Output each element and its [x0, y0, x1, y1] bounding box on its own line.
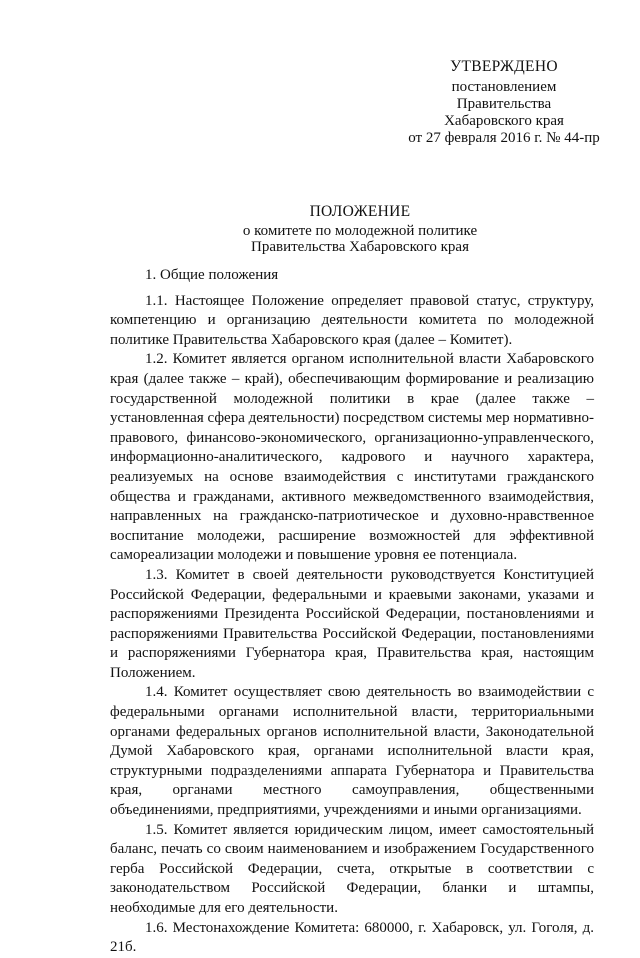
- paragraph: 1.4. Комитет осуществляет свою деятельность во взаимодействии с федеральными органами исполнительной власти, территориальными органами федеральных органов исполнительной власти, Законодательной Думой Хабаровского края, органами исполнительной власти края, структурными подразделениями аппарата Губернатора и Правительства края, органами местного самоуправления, общественными объединениями, предприятиями, учреждениями и иными организациями.: [110, 684, 594, 819]
- paragraph: 1.5. Комитет является юридическим лицом, имеет самостоятельный баланс, печать со своим наименованием и изображением Государственного герба Российской Федерации, счета, открытые в соответствии с законодательством Российской Федерации, бланки и штампы, необходимые для его деятельности.: [110, 821, 594, 916]
- paragraph: 1.2. Комитет является органом исполнительной власти Хабаровского края (далее также – край), обеспечивающим формирование и реализацию государственной молодежной политики в крае (далее также – установленная сфера деятельности) посредством системы мер нормативно-правового, финансово-экономического, организационно-управленческого, информационно-аналитического, кадрового и научного характера, реализуемых на основе взаимодействия с институтами гражданского общества и гражданами, активного межведомственного взаимодействия, направленных на гражданско-патриотическое и духовно-нравственное воспитание молодежи, расширение возможностей для эффективной самореализации молодежи и повышение уровня ее потенциала.: [110, 351, 594, 564]
- section-heading: 1. Общие положения: [145, 267, 279, 283]
- paragraph: 1.6. Местонахождение Комитета: 680000, г. Хабаровск, ул. Гоголя, д. 21б.: [110, 919, 594, 956]
- paragraph: 1.3. Комитет в своей деятельности руководствуется Конституцией Российской Федерации, федеральными и краевыми законами, указами и распоряжениями Президента Российской Федерации, постановлениями и распоряжениями Правительства Российской Федерации, постановлениями и распоряжениями Губернатора края, Правительства края, настоящим Положением.: [110, 566, 594, 681]
- paragraph: 1.1. Настоящее Положение определяет правовой статус, структуру, компетенцию и организацию деятельности комитета по молодежной политике Правительства Хабаровского края (далее – Комитет).: [110, 292, 594, 348]
- document-body: [110, 266, 594, 958]
- document-header: [130, 204, 590, 255]
- approval-line: Хабаровского края: [444, 113, 564, 129]
- document-title: ПОЛОЖЕНИЕ: [309, 203, 411, 220]
- document-subtitle: о комитете по молодежной политике: [242, 223, 478, 239]
- approval-line: Правительства: [456, 96, 552, 112]
- approval-date: от 27 февраля 2016 г. № 44-пр: [408, 130, 600, 146]
- approval-line: постановлением: [451, 79, 557, 95]
- approval-stamp: [404, 58, 604, 147]
- approval-title: УТВЕРЖДЕНО: [450, 58, 558, 75]
- document-subtitle: Правительства Хабаровского края: [251, 239, 469, 255]
